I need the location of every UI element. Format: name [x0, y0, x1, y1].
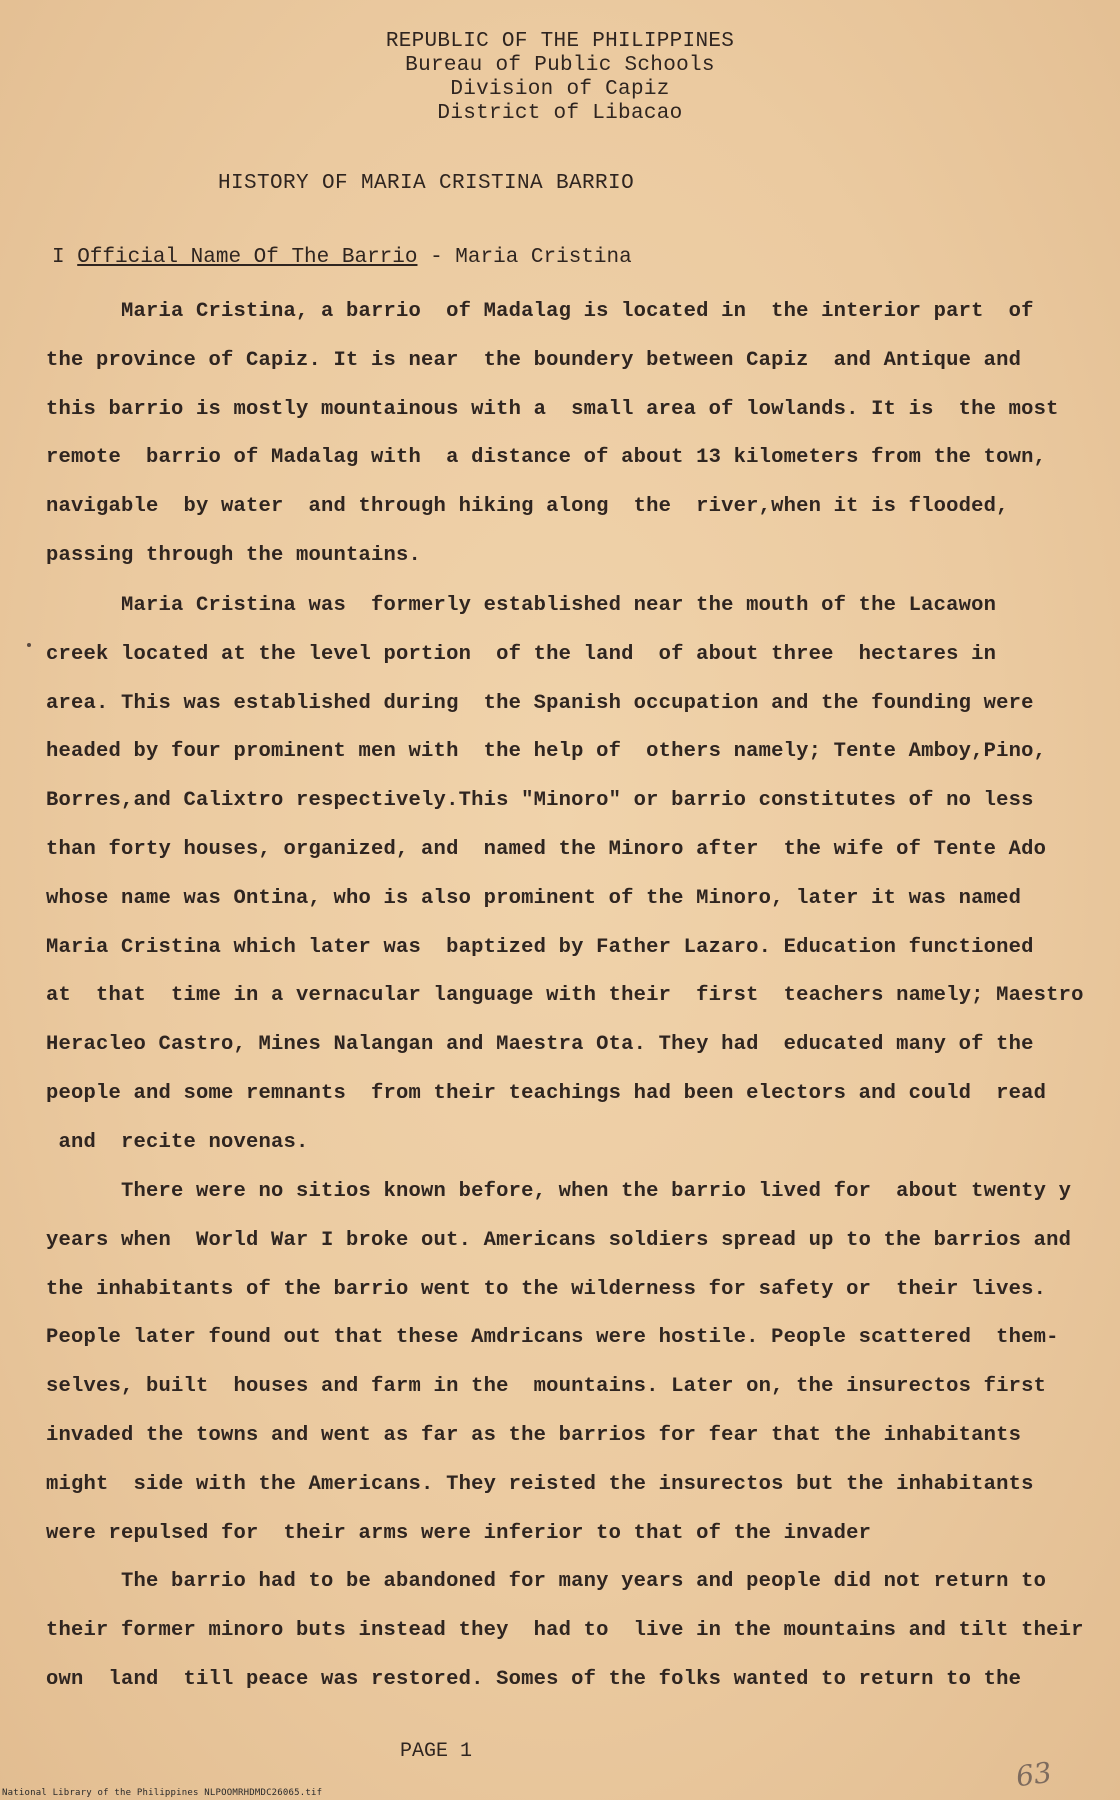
text-line: passing through the mountains. [46, 543, 422, 567]
text-line: the inhabitants of the barrio went to the wilderness for safety or their lives. [46, 1277, 1047, 1301]
text-line: area. This was established during the Spanish occupation and the founding were [46, 691, 1034, 715]
text-line: navigable by water and through hiking along the river,when it is flooded, [46, 495, 1009, 519]
text-line: remote barrio of Madalag with a distance of about 13 kilometers from the town, [46, 446, 1047, 470]
text-line: Maria Cristina was formerly established near the mouth of the Lacawon [46, 594, 997, 617]
letterhead-republic: REPUBLIC OF THE PHILIPPINES [385, 30, 735, 53]
text-line: Maria Cristina which later was baptized by Father Lazaro. Education functioned [46, 935, 1034, 959]
text-line: There were no sitios known before, when the barrio lived for about twenty y [46, 1180, 1072, 1203]
letterhead-division: Division of Capiz [450, 78, 670, 101]
archive-stamp: National Library of the Philippines NLPOOMRHDMDC26065.tif [2, 1788, 323, 1798]
section-heading [52, 246, 632, 269]
text-line: than forty houses, organized, and named the Minoro after the wife of Tente Ado [46, 837, 1047, 861]
text-line: invaded the towns and went as far as the barrios for fear that the inhabitants [46, 1423, 1022, 1447]
text-line: might side with the Americans. They reisted the insurectos but the inhabitants [46, 1472, 1034, 1496]
letterhead [0, 30, 1120, 126]
section-value: Maria Cristina [455, 246, 632, 269]
text-line: Heracleo Castro, Mines Nalangan and Maestra Ota. They had educated many of the [46, 1033, 1034, 1057]
text-line: this barrio is mostly mountainous with a small area of lowlands. It is the most [46, 397, 1059, 421]
text-line: headed by four prominent men with the help of others namely; Tente Amboy,Pino, [46, 740, 1047, 764]
text-line: the province of Capiz. It is near the boundery between Capiz and Antique and [46, 348, 1022, 372]
section-separator: - [417, 246, 456, 269]
letterhead-district: District of Libacao [437, 102, 683, 125]
text-line: years when World War I broke out. Americans soldiers spread up to the barrios and [46, 1228, 1072, 1252]
text-line: people and some remnants from their teachings had been electors and could read [46, 1081, 1047, 1105]
text-line: creek located at the level portion of the land of about three hectares in [46, 642, 997, 666]
text-line: were repulsed for their arms were inferior to that of the invader [46, 1521, 872, 1545]
text-line: selves, built houses and farm in the mountains. Later on, the insurectos first [46, 1375, 1047, 1399]
section-label: Official Name Of The Barrio [77, 246, 418, 269]
text-line: Borres,and Calixtro respectively.This "Minoro" or barrio constitutes of no less [46, 789, 1034, 813]
document-title: HISTORY OF MARIA CRISTINA BARRIO [218, 172, 635, 195]
page-number: PAGE 1 [400, 1740, 473, 1763]
paper-speck [27, 643, 31, 647]
text-line: Maria Cristina, a barrio of Madalag is located in the interior part of [46, 300, 1034, 323]
text-line: at that time in a vernacular language with their first teachers namely; Maestro [46, 984, 1084, 1008]
section-number: I [52, 246, 65, 269]
text-line: whose name was Ontina, who is also prominent of the Minoro, later it was named [46, 886, 1022, 910]
paragraph-3 [46, 1168, 1076, 1558]
paragraph-1 [46, 288, 1076, 581]
text-line: and recite novenas. [46, 1130, 309, 1154]
text-line: People later found out that these Amdricans were hostile. People scattered them- [46, 1326, 1059, 1350]
text-line: their former minoro buts instead they had to live in the mountains and tilt their [46, 1618, 1084, 1642]
letterhead-bureau: Bureau of Public Schools [405, 54, 715, 77]
handwritten-folio-number: 63 [1013, 1755, 1054, 1794]
paragraph-2 [46, 582, 1084, 1168]
paragraph-4 [46, 1558, 1084, 1704]
text-line: The barrio had to be abandoned for many years and people did not return to [46, 1570, 1047, 1593]
text-line: own land till peace was restored. Somes of the folks wanted to return to the [46, 1667, 1022, 1691]
